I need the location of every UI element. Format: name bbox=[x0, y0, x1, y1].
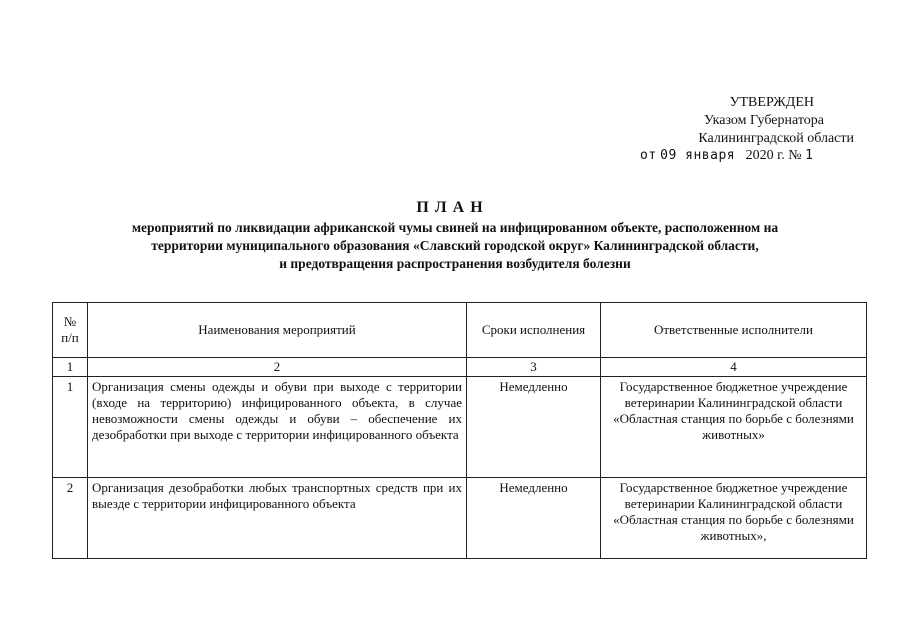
approval-decree: Указом Губернатора bbox=[703, 113, 824, 128]
subtitle-line-3: и предотвращения распространения возбудителя болезни bbox=[279, 256, 631, 271]
row-term: Немедленно bbox=[467, 377, 601, 478]
header-num: № п/п bbox=[53, 303, 88, 358]
index-cell: 4 bbox=[601, 358, 867, 377]
row-resp: Государственное бюджетное учреждение ветеринарии Калининградской области «Областная станция по борьбе с болезнями животных», bbox=[601, 478, 867, 559]
header-name: Наименования мероприятий bbox=[88, 303, 467, 358]
approval-year: 2020 г. bbox=[745, 148, 785, 163]
approval-region: Калининградской области bbox=[698, 131, 854, 146]
header-term: Сроки исполнения bbox=[467, 303, 601, 358]
approval-number-label: № bbox=[788, 148, 802, 163]
table-index-row bbox=[53, 358, 867, 377]
approval-number-value: 1 bbox=[805, 148, 814, 163]
document-title: ПЛАН bbox=[416, 199, 489, 216]
subtitle-line-1: мероприятий по ликвидации африканской чумы свиней на инфицированном объекте, расположенном на bbox=[131, 220, 779, 235]
header-resp: Ответственные исполнители bbox=[601, 303, 867, 358]
document-subtitle bbox=[60, 219, 850, 273]
table-row bbox=[53, 478, 867, 559]
plan-table bbox=[52, 302, 867, 559]
row-term: Немедленно bbox=[467, 478, 601, 559]
approval-approved: УТВЕРЖДЕН bbox=[729, 95, 814, 110]
approval-date-handwritten: 09 января bbox=[660, 148, 736, 163]
index-cell: 3 bbox=[467, 358, 601, 377]
row-name: Организация смены одежды и обуви при выходе с территории (входе на территорию) инфицированного объекта, в случае невозможности смены одежды и обуви – обеспечение их дезобработки при выходе с территории инфицированного объекта bbox=[88, 377, 467, 478]
approval-date-prefix: от bbox=[640, 148, 657, 163]
table-row bbox=[53, 377, 867, 478]
index-cell: 1 bbox=[53, 358, 88, 377]
row-name: Организация дезобработки любых транспортных средств при их выезде с территории инфицированного объекта bbox=[88, 478, 467, 559]
index-cell: 2 bbox=[88, 358, 467, 377]
table-header-row bbox=[53, 303, 867, 358]
row-resp: Государственное бюджетное учреждение ветеринарии Калининградской области «Областная станция по борьбе с болезнями животных» bbox=[601, 377, 867, 478]
row-num: 1 bbox=[53, 377, 88, 478]
row-num: 2 bbox=[53, 478, 88, 559]
subtitle-line-2: территории муниципального образования «Славский городской округ» Калининградской области, bbox=[151, 238, 759, 253]
approval-date-line bbox=[640, 147, 813, 165]
